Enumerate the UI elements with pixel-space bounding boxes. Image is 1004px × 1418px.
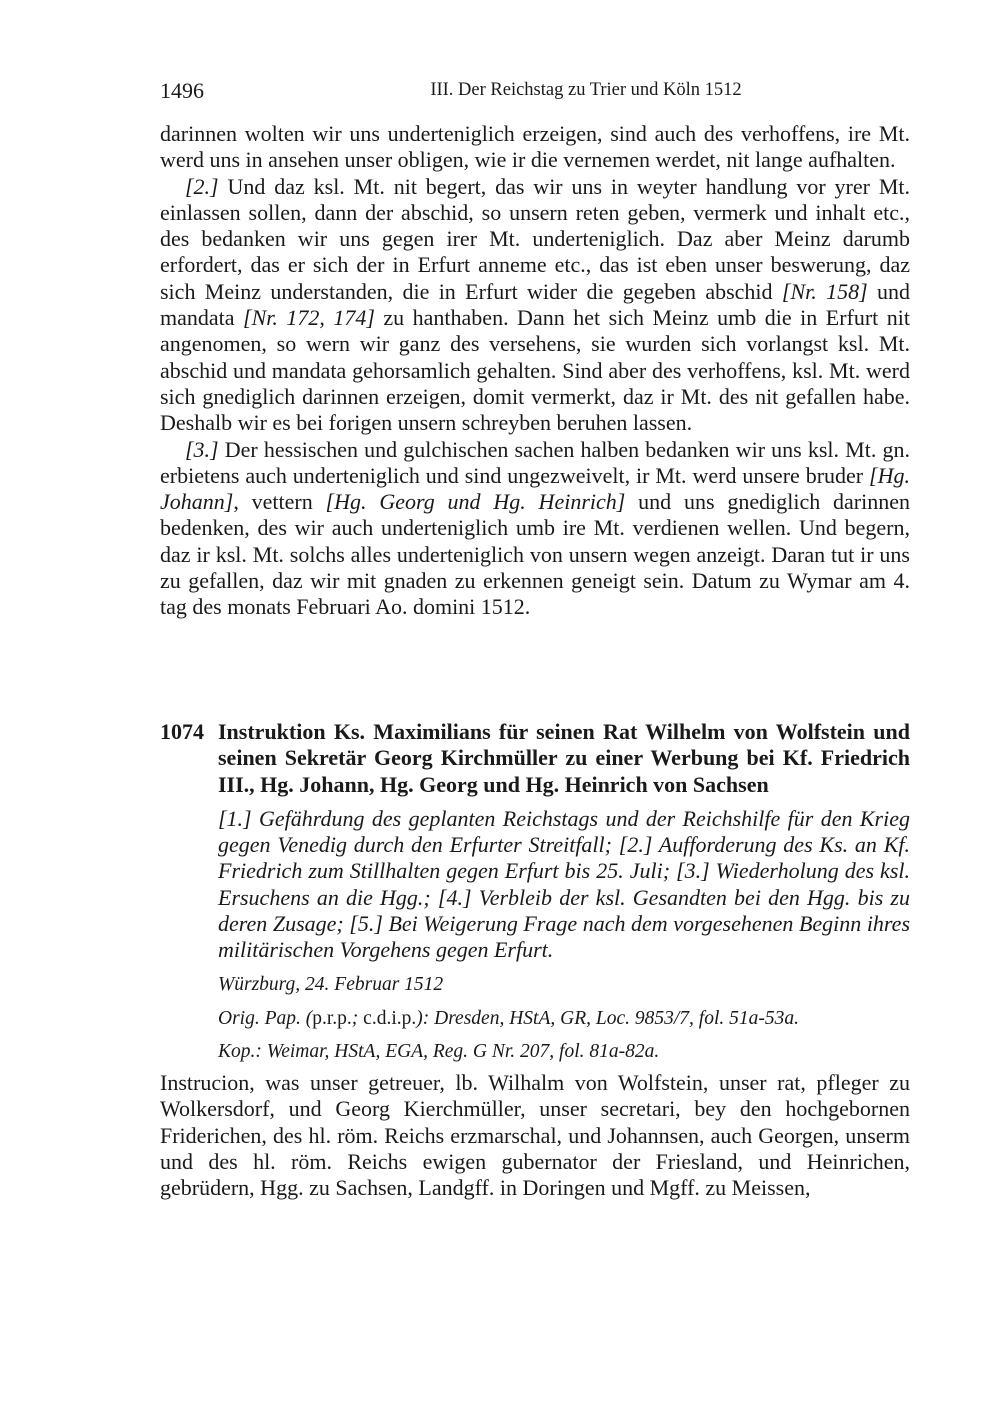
page-header [160, 78, 912, 108]
running-title: III. Der Reichstag zu Trier und Köln 1512 [430, 80, 742, 100]
paragraph-3-text-b: , vettern [233, 489, 326, 515]
editorial-ref: [Hg. Georg und Hg. Heinrich] [325, 489, 626, 515]
editorial-ref: [Nr. 172, 174] [243, 305, 375, 331]
paragraph-3-text-c: und uns gnediglich darinnen bedenken, des wir auch underteniglich umb ire Mt. verdienen wellen. Und begern, daz ir ksl. Mt. solchs alles underteniglich von unsern wegen anzeigt. Daran tut ir uns zu gefallen, daz wir mit gnaden zu erkennen geneigt sein. Datum zu Wymar am 4. tag des monats Februari Ao. domini 1512. [160, 489, 910, 620]
document-number: 1074 [160, 719, 204, 744]
paragraph-3 [160, 437, 910, 621]
editorial-ref: [Hg. Johann] [160, 462, 910, 515]
page-number: 1496 [160, 78, 204, 103]
document-summary: [1.] Gefährdung des geplanten Reichstags und der Reichshilfe für den Krieg gegen Venedig durch den Erfurter Streitfall; [2.] Aufforderung des Ks. an Kf. Friedrich zum Stillhalten gegen Erfurt bis 25. Juli; [3.] Wiederholung des ksl. Ersuchens an die Hgg.; [4.] Verbleib der ksl. Gesandten bei den Hgg. bis zu deren Zusage; [5.] Bei Weigerung Frage nach dem vorgesehenen Beginn ihres militärischen Vorgehens gegen Erfurt. [218, 805, 910, 963]
source-original: Orig. Pap. (p.r.p.; c.d.i.p.): Dresden, HStA, GR, Loc. 9853/7, fol. 51a-53a. [218, 1007, 799, 1029]
continuation-text [160, 121, 910, 621]
section-marker-3: [3.] [185, 436, 219, 462]
paragraph-2-text-c: zu hanthaben. Dann het sich Meinz umb die in Erfurt nit angenomen, so wern wir ganz des versehens, sie wurden sich vorlangst ksl. Mt. abschid und mandata gehorsamlich gehalten. Sind aber des verhoffens, ksl. Mt. werd sich gnediglich darinnen erzeigen, domit vermerkt, daz ir Mt. des nit gefallen habe. Deshalb wir es bei forigen unsern schreyben beruhen lassen. [160, 305, 910, 436]
instruction-text [160, 1070, 910, 1201]
paragraph-2-text-b: und mandata [160, 278, 911, 331]
paragraph-continued: darinnen wolten wir uns underteniglich erzeigen, sind auch des verhoffens, ire Mt. werd uns in ansehen unser obligen, wie ir die vernemen werdet, nit lange aufhalten. [160, 121, 910, 173]
document-entry [160, 719, 910, 1065]
section-marker-2: [2.] [185, 173, 219, 199]
paragraph-3-text-a: Der hessischen und gulchischen sachen halben bedanken wir uns ksl. Mt. gn. erbietens auch underteniglich und sind ungezweivelt, ir Mt. werd unsere bruder [160, 436, 910, 488]
editorial-ref: [Nr. 158] [781, 278, 868, 304]
document-title: Instruktion Ks. Maximilians für seinen Rat Wilhelm von Wolfstein und seinen Sekretär Georg Kirchmüller zu einer Werbung bei Kf. Friedrich III., Hg. Johann, Hg. Georg und Hg. Heinrich von Sachsen [218, 719, 910, 797]
paragraph-2 [160, 174, 910, 437]
instruction-paragraph: Instrucion, was unser getreuer, lb. Wilhalm von Wolfstein, unser rat, pfleger zu Wolkersdorf, und Georg Kierchmüller, unser secretari, bey den hochgebornen Friderichen, des hl. röm. Reichs erzmarschal, und Johannsen, auch Georgen, unserm und des hl. röm. Reichs ewigen gubernator der Friesland, und Heinrichen, gebrüdern, Hgg. zu Sachsen, Landgff. in Doringen und Mgff. zu Meissen, [160, 1070, 910, 1201]
paragraph-2-text-a: Und daz ksl. Mt. nit begert, das wir uns in weyter handlung vor yrer Mt. einlassen sollen, dann der abschid, so unsern reten geben, vermerk und inhalt etc., des bedanken wir uns gegen irer Mt. underteniglich. Daz aber Meinz darumb erfordert, das er sich der in Erfurt anneme etc., das ist eben unser beswerung, daz sich Meinz understanden, die in Erfurt wider die gegeben abschid [160, 173, 910, 304]
source-copy: Kop.: Weimar, HStA, EGA, Reg. G Nr. 207, fol. 81a-82a. [218, 1040, 660, 1062]
place-date: Würzburg, 24. Februar 1512 [218, 973, 444, 995]
